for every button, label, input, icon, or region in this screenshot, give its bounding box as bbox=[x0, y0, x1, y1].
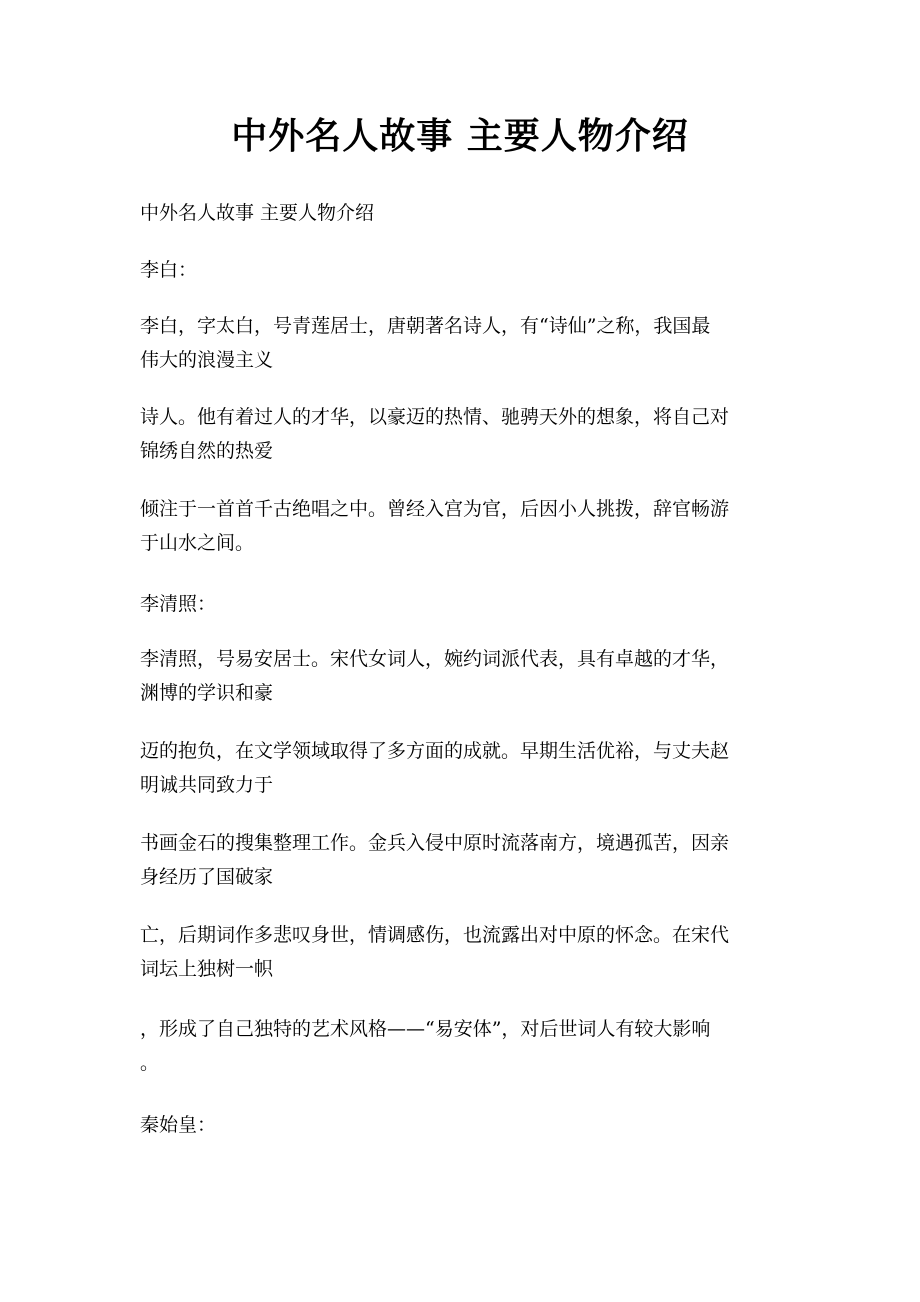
paragraph-line: 书画金石的搜集整理工作。金兵入侵中原时流落南方，境遇孤苦，因亲 bbox=[140, 832, 730, 854]
paragraph-line: 李清照，号易安居士。宋代女词人，婉约词派代表，具有卓越的才华， bbox=[140, 648, 730, 670]
section-heading-li-qingzhao bbox=[140, 587, 785, 621]
paragraph bbox=[140, 918, 785, 986]
paragraph-line: 身经历了国破家 bbox=[140, 866, 274, 888]
paragraph bbox=[140, 826, 785, 894]
paragraph-line: 迈的抱负，在文学领域取得了多方面的成就。早期生活优裕，与丈夫赵 bbox=[140, 740, 730, 762]
paragraph-line: 中外名人故事 主要人物介绍 bbox=[140, 202, 375, 224]
paragraph bbox=[140, 492, 785, 560]
paragraph bbox=[140, 400, 785, 468]
section-heading-li-bai bbox=[140, 253, 785, 287]
paragraph-line: 秦始皇： bbox=[140, 1114, 217, 1136]
paragraph-line: 明诚共同致力于 bbox=[140, 774, 274, 796]
paragraph-line: 诗人。他有着过人的才华，以豪迈的热情、驰骋天外的想象，将自己对 bbox=[140, 406, 730, 428]
document-title: 中外名人故事 主要人物介绍 bbox=[231, 115, 689, 157]
paragraph-line: 倾注于一首首千古绝唱之中。曾经入宫为官，后因小人挑拨，辞官畅游 bbox=[140, 498, 730, 520]
paragraph bbox=[140, 734, 785, 802]
paragraph bbox=[140, 309, 785, 377]
section-heading-qin-shihuang bbox=[140, 1108, 785, 1142]
paragraph-line: 李白，字太白，号青莲居士，唐朝著名诗人，有“诗仙”之称，我国最 bbox=[140, 315, 711, 337]
paragraph-line: ，形成了自己独特的艺术风格——“易安体”，对后世词人有较大影响 bbox=[140, 1018, 711, 1040]
paragraph-line: 于山水之间。 bbox=[140, 532, 255, 554]
paragraph-line: 伟大的浪漫主义 bbox=[140, 349, 274, 371]
paragraph-line: 词坛上独树一帜 bbox=[140, 958, 274, 980]
paragraph-line: 。 bbox=[140, 1052, 160, 1074]
paragraph-line: 锦绣自然的热爱 bbox=[140, 440, 274, 462]
paragraph bbox=[140, 1012, 785, 1080]
paragraph-line: 亡，后期词作多悲叹身世，情调感伤，也流露出对中原的怀念。在宋代 bbox=[140, 924, 730, 946]
paragraph-line: 李清照： bbox=[140, 593, 217, 615]
subtitle-paragraph bbox=[140, 196, 785, 230]
paragraph bbox=[140, 642, 785, 710]
paragraph-line: 渊博的学识和豪 bbox=[140, 682, 274, 704]
paragraph-line: 李白： bbox=[140, 259, 198, 281]
